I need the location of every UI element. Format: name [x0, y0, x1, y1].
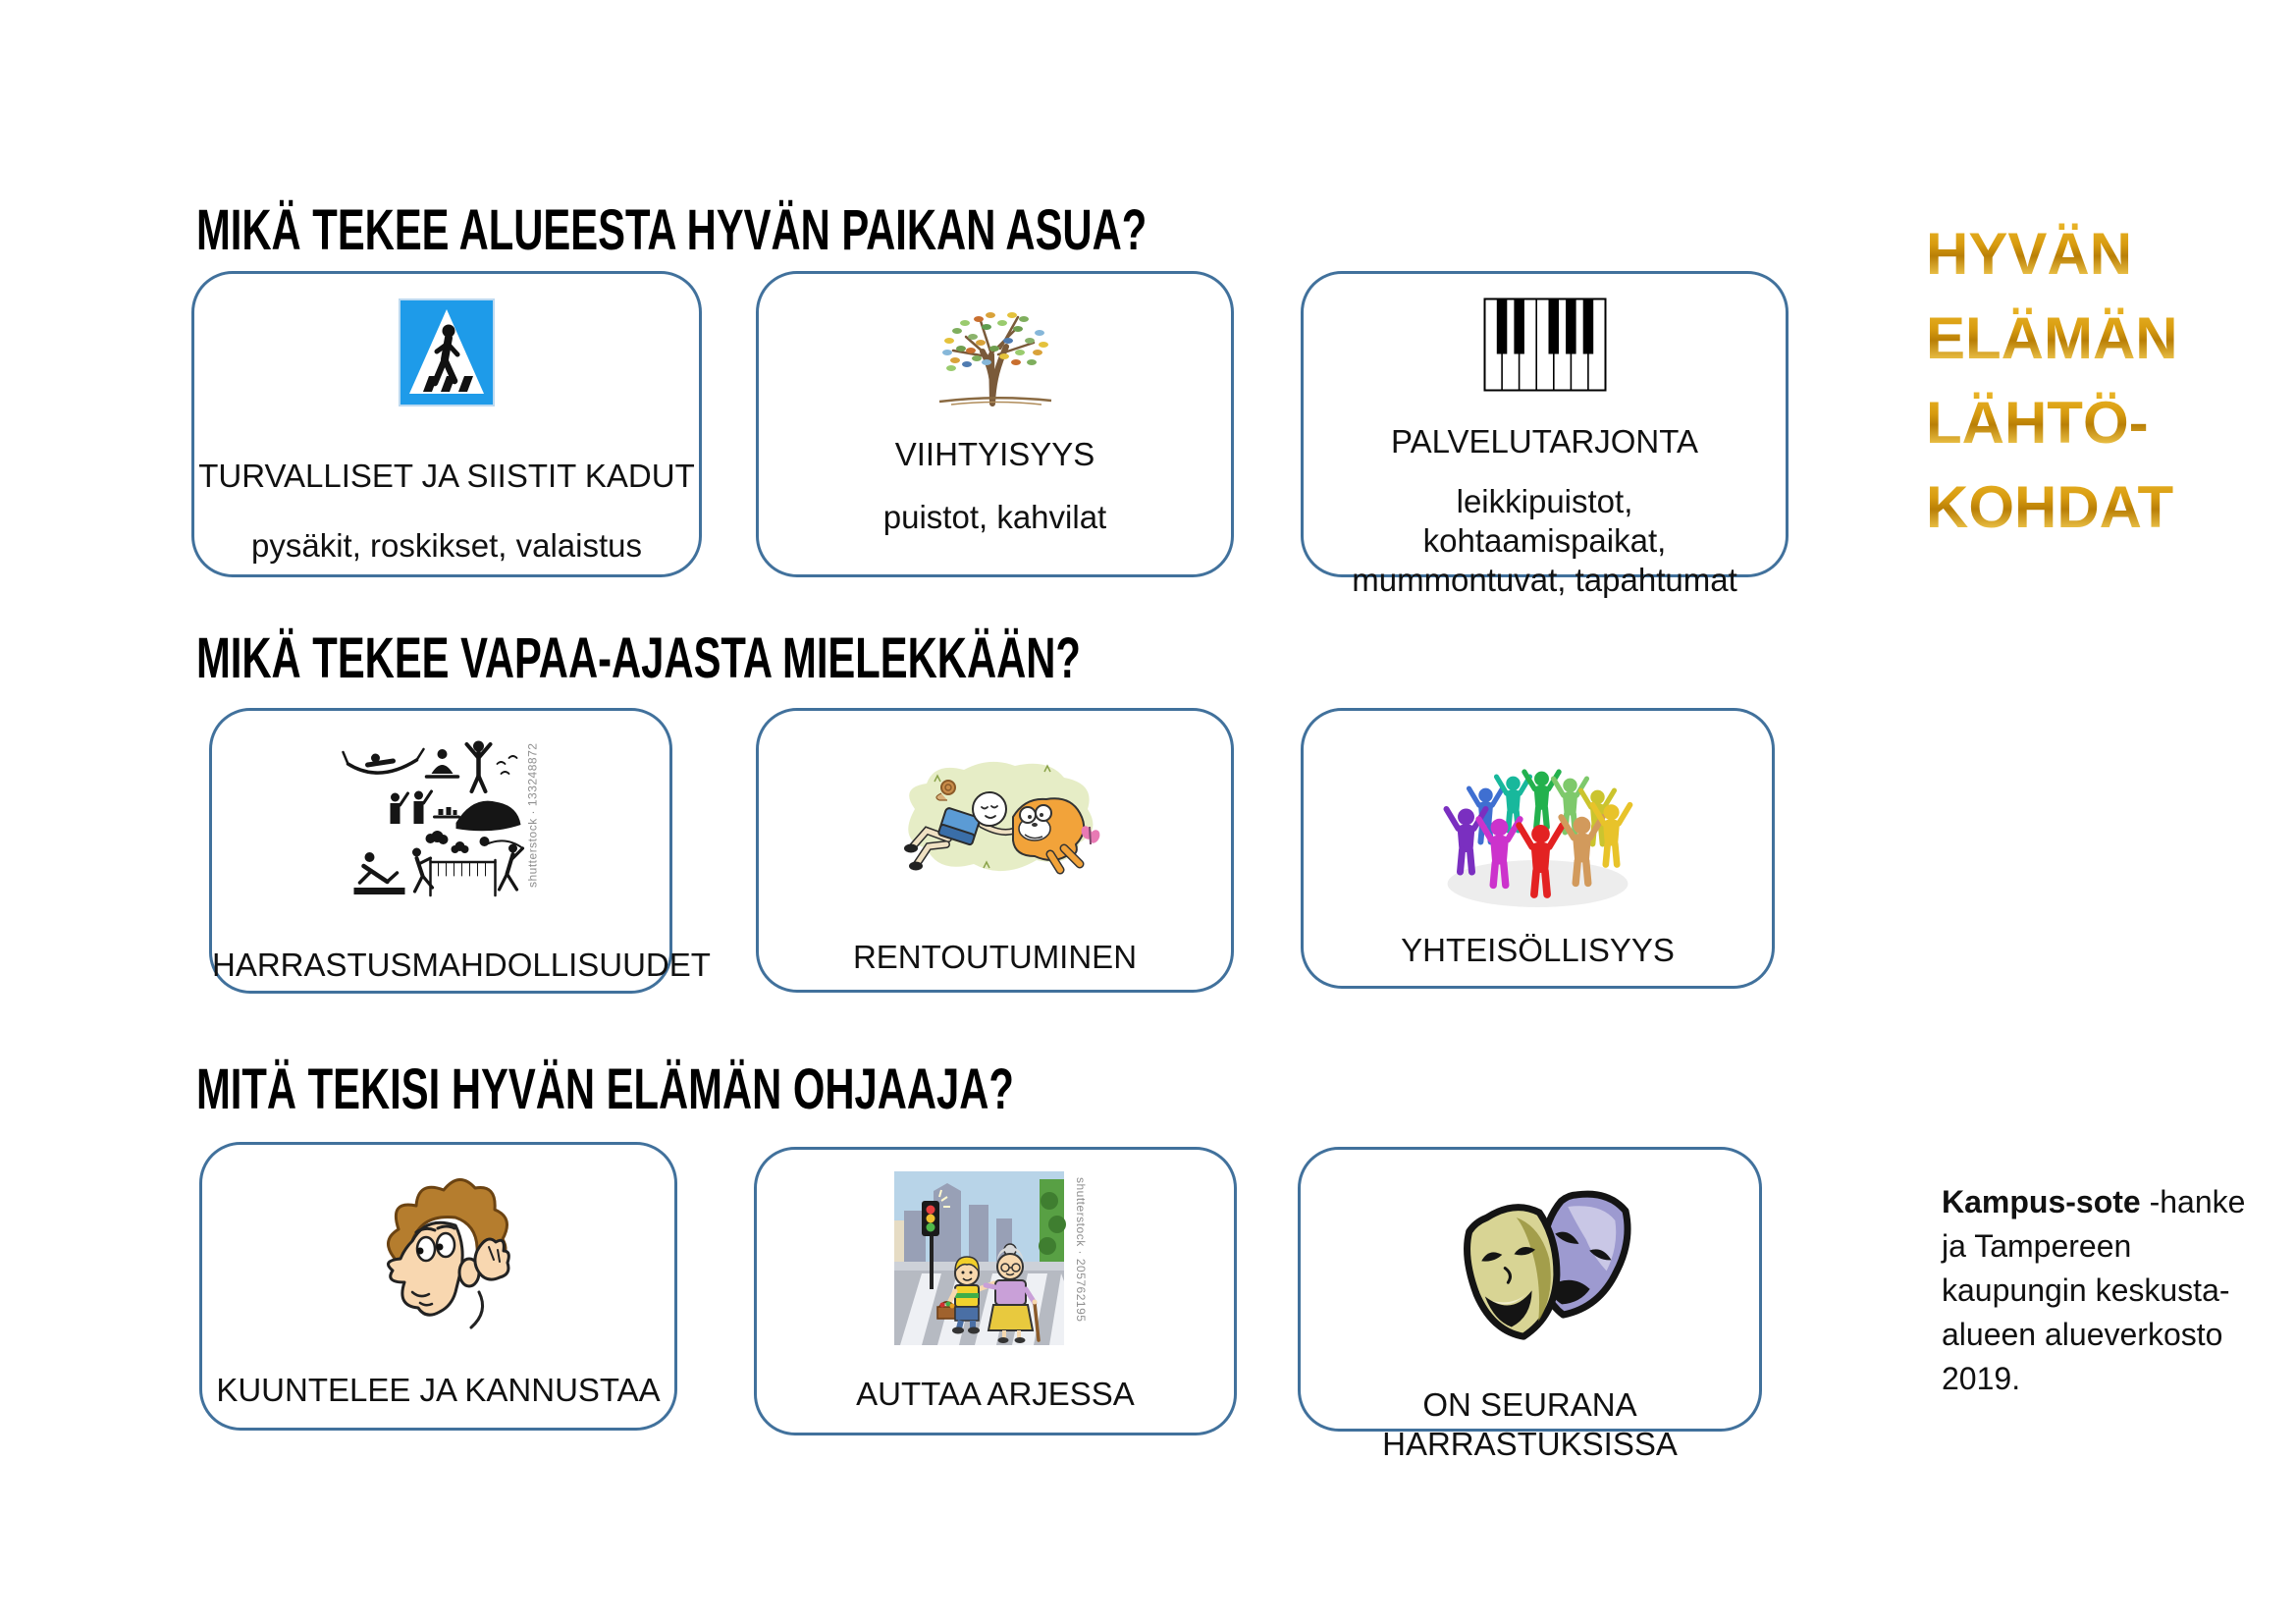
credit-line: Kampus-sote -hanke — [1942, 1184, 2246, 1219]
card-title: HARRASTUSMAHDOLLISUUDET — [212, 947, 711, 983]
card-title: TURVALLISET JA SIISTIT KADUT — [198, 458, 695, 494]
credit-line: 2019. — [1942, 1361, 2021, 1396]
poster-title-line: KOHDAT — [1926, 465, 2250, 550]
card-yhteisollisyys — [1301, 708, 1775, 989]
pedestrian-crossing-sign-icon — [398, 298, 496, 412]
card-seurana-harrastuksissa — [1298, 1147, 1762, 1462]
poster-title-line: LÄHTÖ- — [1926, 381, 2250, 465]
card-harrastusmahdollisuudet — [209, 708, 711, 994]
section1-heading: MIKÄ TEKEE ALUEESTA HYVÄN PAIKAN ASUA? — [196, 198, 1148, 262]
poster-title — [1926, 212, 2250, 550]
piano-keys-icon — [1483, 298, 1607, 397]
card-subtitle: puistot, kahvilat — [882, 499, 1107, 535]
poster-title-line: HYVÄN — [1926, 212, 2250, 297]
card-title: VIIHTYISYYS — [894, 436, 1095, 472]
card-title: KUUNTELEE JA KANNUSTAA — [216, 1372, 661, 1408]
helping-elderly-crossing-icon — [894, 1171, 1089, 1352]
tree-icon — [922, 298, 1069, 412]
card-auttaa-arjessa — [754, 1147, 1237, 1435]
watermark-text: shutterstock · 205762195 — [1074, 1177, 1088, 1323]
credit-note — [1942, 1180, 2256, 1401]
card-rentoutuminen — [756, 708, 1234, 993]
poster-title-line: ELÄMÄN — [1926, 297, 2250, 381]
community-circle-icon — [1422, 746, 1653, 924]
card-title: ON SEURANA HARRASTUKSISSA — [1382, 1386, 1678, 1462]
credit-line: ja Tampereen — [1942, 1228, 2132, 1264]
section3-heading: MITÄ TEKISI HYVÄN ELÄMÄN OHJAAJA? — [196, 1057, 1014, 1121]
credit-line: alueen alueverkosto — [1942, 1317, 2223, 1352]
card-safe-streets — [191, 271, 702, 577]
card-title: AUTTAA ARJESSA — [856, 1376, 1135, 1412]
card-title: RENTOUTUMINEN — [852, 939, 1138, 975]
theater-masks-icon — [1424, 1171, 1635, 1365]
card-subtitle: leikkipuistot, kohtaamispaikat, mummontuvat, tapahtumat — [1352, 483, 1737, 598]
relaxing-cartoon-icon — [887, 754, 1103, 891]
card-title: YHTEISÖLLISYYS — [1401, 932, 1675, 968]
listening-face-icon — [361, 1166, 516, 1346]
watermark-text: shutterstock · 133248872 — [525, 742, 540, 888]
card-palvelutarjonta — [1301, 271, 1789, 598]
card-kuuntelee — [199, 1142, 677, 1431]
card-viihtyisyys — [756, 271, 1234, 577]
card-title: PALVELUTARJONTA — [1391, 423, 1698, 460]
credit-line: kaupungin keskusta- — [1942, 1272, 2230, 1308]
section2-heading: MIKÄ TEKEE VAPAA-AJASTA MIELEKKÄÄN? — [196, 626, 1081, 690]
leisure-pictograms-icon — [341, 732, 542, 914]
card-subtitle: pysäkit, roskikset, valaistus — [251, 527, 642, 564]
